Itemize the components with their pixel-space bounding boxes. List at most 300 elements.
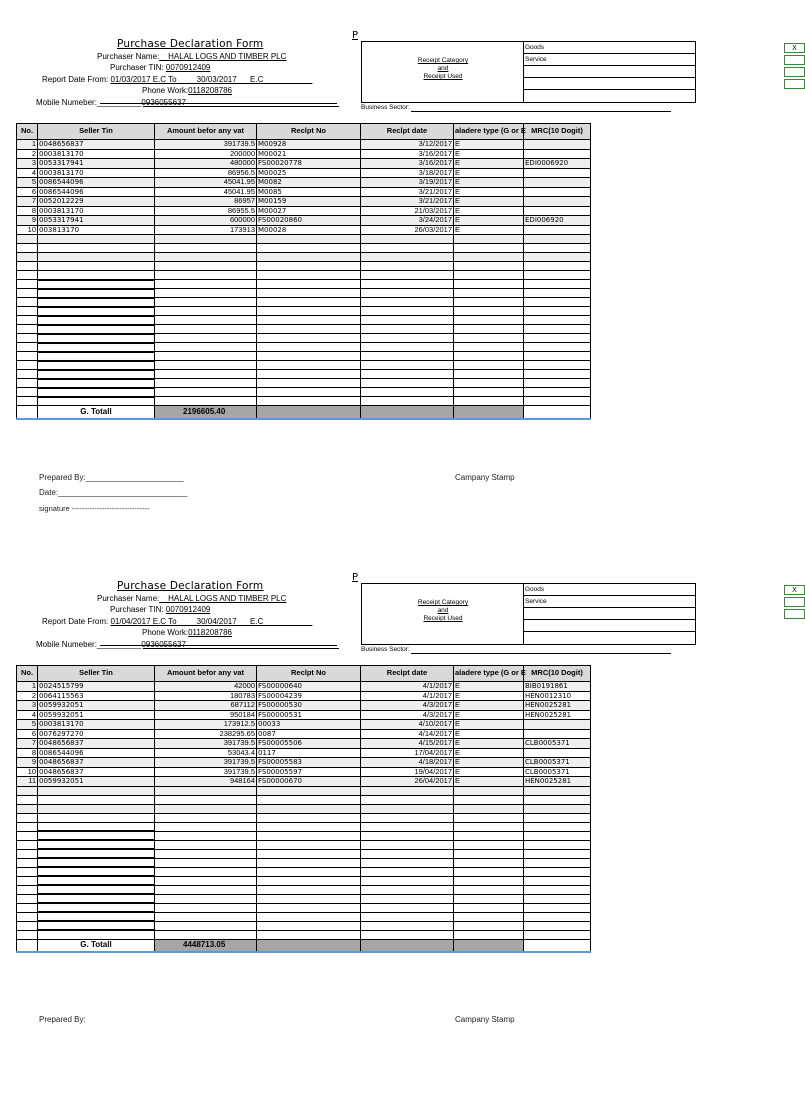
empty-cell[interactable] — [38, 885, 155, 894]
empty-cell[interactable] — [17, 289, 38, 298]
empty-cell[interactable] — [257, 921, 361, 930]
empty-cell[interactable] — [17, 280, 38, 289]
goods-checkbox[interactable]: X — [784, 43, 805, 53]
empty-cell[interactable] — [454, 876, 524, 885]
empty-cell[interactable] — [38, 316, 155, 325]
empty-cell[interactable] — [454, 370, 524, 379]
empty-cell[interactable] — [454, 253, 524, 262]
empty-cell[interactable] — [17, 876, 38, 885]
empty-cell[interactable] — [17, 921, 38, 930]
empty-cell[interactable] — [454, 930, 524, 939]
empty-cell[interactable] — [524, 307, 591, 316]
empty-cell[interactable] — [454, 840, 524, 849]
empty-cell[interactable] — [155, 352, 257, 361]
empty-cell[interactable] — [361, 858, 454, 867]
empty-cell[interactable] — [17, 831, 38, 840]
empty-cell[interactable] — [361, 325, 454, 334]
empty-cell[interactable] — [17, 316, 38, 325]
empty-cell[interactable] — [38, 867, 155, 876]
empty-cell[interactable] — [361, 397, 454, 406]
empty-cell[interactable] — [17, 397, 38, 406]
empty-cell[interactable] — [257, 334, 361, 343]
empty-cell[interactable] — [155, 912, 257, 921]
cell-seller-tin: 0059932051 — [38, 710, 155, 720]
empty-cell[interactable] — [257, 244, 361, 253]
empty-cell[interactable] — [155, 262, 257, 271]
empty-cell[interactable] — [257, 298, 361, 307]
col-amount: Amount befor any vat — [155, 124, 257, 140]
empty-cell[interactable] — [38, 912, 155, 921]
empty-cell[interactable] — [257, 352, 361, 361]
empty-cell[interactable] — [454, 316, 524, 325]
empty-cell[interactable] — [524, 271, 591, 280]
empty-cell[interactable] — [38, 831, 155, 840]
cell-no: 6 — [17, 729, 38, 739]
empty-cell[interactable] — [454, 298, 524, 307]
empty-cell[interactable] — [17, 795, 38, 804]
empty-cell[interactable] — [524, 903, 591, 912]
empty-cell[interactable] — [361, 361, 454, 370]
empty-cell[interactable] — [155, 894, 257, 903]
empty-cell[interactable] — [361, 930, 454, 939]
empty-cell[interactable] — [361, 298, 454, 307]
empty-cell[interactable] — [524, 235, 591, 244]
empty-cell[interactable] — [38, 289, 155, 298]
empty-cell[interactable] — [257, 235, 361, 244]
empty-cell[interactable] — [155, 280, 257, 289]
empty-cell[interactable] — [454, 912, 524, 921]
category-row-3 — [523, 66, 695, 78]
empty-cell[interactable] — [454, 858, 524, 867]
empty-cell[interactable] — [524, 334, 591, 343]
empty-cell[interactable] — [17, 361, 38, 370]
empty-cell[interactable] — [257, 858, 361, 867]
cell-mrc — [524, 197, 591, 207]
empty-cell[interactable] — [524, 397, 591, 406]
empty-cell[interactable] — [524, 867, 591, 876]
empty-cell[interactable] — [524, 280, 591, 289]
cell-amount: 45041.95 — [155, 187, 257, 197]
empty-cell[interactable] — [38, 795, 155, 804]
empty-cell[interactable] — [454, 921, 524, 930]
empty-cell[interactable] — [524, 786, 591, 795]
empty-cell[interactable] — [155, 867, 257, 876]
empty-cell[interactable] — [17, 930, 38, 939]
empty-cell[interactable] — [38, 804, 155, 813]
cell-type: E — [454, 758, 524, 768]
empty-cell[interactable] — [454, 280, 524, 289]
empty-cell[interactable] — [257, 361, 361, 370]
empty-cell[interactable] — [454, 786, 524, 795]
empty-cell[interactable] — [361, 786, 454, 795]
empty-cell[interactable] — [524, 885, 591, 894]
empty-cell[interactable] — [257, 370, 361, 379]
empty-cell[interactable] — [361, 912, 454, 921]
empty-cell[interactable] — [38, 244, 155, 253]
table-row — [17, 682, 591, 692]
empty-cell[interactable] — [155, 885, 257, 894]
empty-cell[interactable] — [524, 379, 591, 388]
empty-cell[interactable] — [361, 370, 454, 379]
empty-cell[interactable] — [257, 325, 361, 334]
cell-seller-tin: 0064115563 — [38, 691, 155, 701]
empty-cell[interactable] — [454, 804, 524, 813]
empty-cell[interactable] — [454, 822, 524, 831]
empty-cell[interactable] — [257, 388, 361, 397]
cell-receipt-date: 26/04/2017 — [361, 777, 454, 787]
empty-cell[interactable] — [155, 307, 257, 316]
empty-table-row — [17, 876, 591, 885]
empty-cell[interactable] — [155, 235, 257, 244]
empty-cell[interactable] — [17, 388, 38, 397]
report-date-value: 01/04/2017 E.C To ____30/04/2017___E.C___________ — [110, 617, 313, 626]
empty-cell[interactable] — [361, 307, 454, 316]
empty-cell[interactable] — [38, 271, 155, 280]
empty-cell[interactable] — [524, 325, 591, 334]
table-row — [17, 710, 591, 720]
empty-cell[interactable] — [361, 244, 454, 253]
empty-cell[interactable] — [17, 334, 38, 343]
empty-cell[interactable] — [155, 325, 257, 334]
empty-cell[interactable] — [155, 334, 257, 343]
goods-row — [523, 42, 797, 54]
empty-cell[interactable] — [524, 840, 591, 849]
empty-cell[interactable] — [524, 262, 591, 271]
empty-cell[interactable] — [17, 298, 38, 307]
cell-type: E — [454, 159, 524, 169]
empty-cell[interactable] — [257, 840, 361, 849]
empty-cell[interactable] — [155, 361, 257, 370]
empty-cell[interactable] — [17, 343, 38, 352]
empty-cell[interactable] — [17, 262, 38, 271]
empty-cell[interactable] — [257, 253, 361, 262]
empty-cell[interactable] — [257, 849, 361, 858]
empty-cell[interactable] — [38, 397, 155, 406]
empty-cell[interactable] — [454, 894, 524, 903]
cell-no: 10 — [17, 767, 38, 777]
empty-cell[interactable] — [361, 831, 454, 840]
empty-cell[interactable] — [17, 352, 38, 361]
empty-cell[interactable] — [17, 325, 38, 334]
empty-cell[interactable] — [361, 849, 454, 858]
empty-cell[interactable] — [454, 262, 524, 271]
empty-cell[interactable] — [454, 397, 524, 406]
empty-cell[interactable] — [361, 316, 454, 325]
phone-label: Phone Work: — [142, 628, 189, 637]
empty-cell[interactable] — [361, 822, 454, 831]
empty-cell[interactable] — [38, 813, 155, 822]
empty-cell[interactable] — [257, 894, 361, 903]
empty-cell[interactable] — [524, 804, 591, 813]
category-checkbox-3[interactable] — [784, 609, 805, 619]
empty-cell[interactable] — [17, 894, 38, 903]
empty-cell[interactable] — [257, 379, 361, 388]
cell-type: E — [454, 767, 524, 777]
empty-cell[interactable] — [155, 388, 257, 397]
empty-cell[interactable] — [524, 289, 591, 298]
empty-cell[interactable] — [257, 867, 361, 876]
empty-cell[interactable] — [361, 262, 454, 271]
empty-cell[interactable] — [38, 930, 155, 939]
empty-cell[interactable] — [361, 804, 454, 813]
cell-type: E — [454, 140, 524, 150]
empty-cell[interactable] — [38, 903, 155, 912]
prepared-by: Prepared By:______________________ — [39, 473, 184, 482]
empty-cell[interactable] — [257, 876, 361, 885]
empty-cell[interactable] — [454, 307, 524, 316]
empty-cell[interactable] — [454, 885, 524, 894]
empty-cell[interactable] — [454, 325, 524, 334]
empty-cell[interactable] — [454, 795, 524, 804]
empty-cell[interactable] — [155, 397, 257, 406]
empty-cell[interactable] — [361, 289, 454, 298]
empty-cell[interactable] — [361, 921, 454, 930]
table-row — [17, 197, 591, 207]
empty-cell[interactable] — [17, 912, 38, 921]
empty-cell[interactable] — [17, 244, 38, 253]
empty-cell[interactable] — [257, 912, 361, 921]
empty-cell[interactable] — [257, 831, 361, 840]
empty-cell[interactable] — [38, 388, 155, 397]
empty-cell[interactable] — [38, 280, 155, 289]
empty-cell[interactable] — [524, 813, 591, 822]
empty-cell[interactable] — [361, 795, 454, 804]
empty-cell[interactable] — [454, 813, 524, 822]
empty-cell[interactable] — [17, 379, 38, 388]
empty-cell[interactable] — [155, 858, 257, 867]
empty-cell[interactable] — [454, 849, 524, 858]
empty-cell[interactable] — [17, 370, 38, 379]
col-mrc: MRC(10 Dogit) — [524, 124, 591, 140]
empty-cell[interactable] — [361, 379, 454, 388]
empty-table-row — [17, 397, 591, 406]
empty-cell[interactable] — [524, 795, 591, 804]
empty-cell[interactable] — [17, 271, 38, 280]
empty-cell[interactable] — [257, 822, 361, 831]
empty-cell[interactable] — [155, 795, 257, 804]
cell-receipt-date: 4/1/2017 — [361, 682, 454, 692]
empty-cell[interactable] — [38, 253, 155, 262]
empty-cell[interactable] — [257, 795, 361, 804]
empty-cell[interactable] — [38, 894, 155, 903]
empty-table-row — [17, 334, 591, 343]
empty-cell[interactable] — [257, 786, 361, 795]
empty-cell[interactable] — [524, 253, 591, 262]
empty-cell[interactable] — [454, 289, 524, 298]
empty-cell[interactable] — [361, 388, 454, 397]
empty-cell[interactable] — [454, 343, 524, 352]
empty-cell[interactable] — [155, 822, 257, 831]
empty-cell[interactable] — [454, 244, 524, 253]
table-row — [17, 701, 591, 711]
signature-line: signature ------------------------------- — [39, 504, 150, 513]
empty-cell[interactable] — [17, 849, 38, 858]
empty-cell[interactable] — [524, 822, 591, 831]
empty-cell[interactable] — [38, 849, 155, 858]
col-receipt-date: Reclpt date — [361, 124, 454, 140]
empty-cell[interactable] — [257, 903, 361, 912]
empty-cell[interactable] — [155, 343, 257, 352]
empty-cell[interactable] — [454, 867, 524, 876]
cell-amount: 173912.5 — [155, 720, 257, 730]
empty-cell[interactable] — [17, 867, 38, 876]
empty-cell[interactable] — [38, 822, 155, 831]
empty-cell[interactable] — [155, 813, 257, 822]
empty-cell[interactable] — [17, 813, 38, 822]
empty-cell[interactable] — [361, 352, 454, 361]
empty-cell[interactable] — [155, 840, 257, 849]
empty-cell[interactable] — [454, 271, 524, 280]
empty-cell[interactable] — [155, 271, 257, 280]
empty-cell[interactable] — [38, 307, 155, 316]
empty-cell[interactable] — [155, 244, 257, 253]
empty-cell[interactable] — [17, 858, 38, 867]
empty-cell[interactable] — [257, 885, 361, 894]
empty-cell[interactable] — [257, 804, 361, 813]
empty-cell[interactable] — [155, 876, 257, 885]
empty-cell[interactable] — [155, 930, 257, 939]
empty-cell[interactable] — [257, 397, 361, 406]
empty-cell[interactable] — [361, 343, 454, 352]
empty-cell[interactable] — [17, 885, 38, 894]
empty-cell[interactable] — [155, 298, 257, 307]
empty-cell[interactable] — [17, 253, 38, 262]
empty-cell[interactable] — [38, 262, 155, 271]
empty-table-row — [17, 786, 591, 795]
empty-cell[interactable] — [524, 876, 591, 885]
empty-cell[interactable] — [524, 343, 591, 352]
empty-cell[interactable] — [38, 840, 155, 849]
empty-cell[interactable] — [38, 298, 155, 307]
empty-cell[interactable] — [17, 786, 38, 795]
empty-cell[interactable] — [257, 289, 361, 298]
cell-type: E — [454, 739, 524, 749]
empty-cell[interactable] — [361, 280, 454, 289]
empty-cell[interactable] — [524, 831, 591, 840]
empty-cell[interactable] — [454, 831, 524, 840]
empty-cell[interactable] — [361, 253, 454, 262]
cell-receipt-date: 4/15/2017 — [361, 739, 454, 749]
empty-cell[interactable] — [361, 271, 454, 280]
empty-cell[interactable] — [257, 307, 361, 316]
empty-cell[interactable] — [155, 804, 257, 813]
empty-cell[interactable] — [155, 370, 257, 379]
empty-cell[interactable] — [155, 831, 257, 840]
empty-cell[interactable] — [155, 786, 257, 795]
empty-cell[interactable] — [38, 352, 155, 361]
empty-cell[interactable] — [454, 235, 524, 244]
empty-cell[interactable] — [524, 370, 591, 379]
cell-mrc — [524, 187, 591, 197]
empty-cell[interactable] — [17, 307, 38, 316]
empty-cell[interactable] — [155, 316, 257, 325]
empty-cell[interactable] — [361, 235, 454, 244]
empty-cell[interactable] — [155, 921, 257, 930]
empty-cell[interactable] — [454, 903, 524, 912]
empty-cell[interactable] — [17, 822, 38, 831]
service-row — [523, 596, 695, 608]
empty-cell[interactable] — [155, 849, 257, 858]
empty-cell[interactable] — [38, 361, 155, 370]
empty-cell[interactable] — [38, 876, 155, 885]
empty-cell[interactable] — [17, 235, 38, 244]
empty-cell[interactable] — [524, 858, 591, 867]
empty-cell[interactable] — [454, 361, 524, 370]
empty-cell[interactable] — [17, 840, 38, 849]
empty-cell[interactable] — [38, 343, 155, 352]
empty-cell[interactable] — [361, 885, 454, 894]
empty-table-row — [17, 352, 591, 361]
empty-cell[interactable] — [38, 235, 155, 244]
empty-cell[interactable] — [38, 325, 155, 334]
empty-cell[interactable] — [38, 334, 155, 343]
empty-cell[interactable] — [361, 334, 454, 343]
empty-cell[interactable] — [524, 388, 591, 397]
empty-cell[interactable] — [257, 813, 361, 822]
empty-cell[interactable] — [524, 361, 591, 370]
empty-cell[interactable] — [454, 379, 524, 388]
empty-cell[interactable] — [257, 930, 361, 939]
empty-cell[interactable] — [361, 894, 454, 903]
empty-cell[interactable] — [524, 894, 591, 903]
purchaser-name-label: Purchaser Name: — [97, 52, 160, 61]
empty-cell[interactable] — [524, 244, 591, 253]
empty-cell[interactable] — [257, 262, 361, 271]
empty-cell[interactable] — [155, 903, 257, 912]
empty-cell[interactable] — [524, 298, 591, 307]
category-checkbox-4[interactable] — [784, 79, 805, 89]
empty-cell[interactable] — [38, 786, 155, 795]
empty-cell[interactable] — [155, 379, 257, 388]
empty-cell[interactable] — [257, 271, 361, 280]
empty-cell[interactable] — [17, 804, 38, 813]
empty-cell[interactable] — [524, 316, 591, 325]
empty-cell[interactable] — [524, 930, 591, 939]
service-checkbox[interactable] — [784, 55, 805, 65]
empty-cell[interactable] — [155, 253, 257, 262]
empty-cell[interactable] — [38, 379, 155, 388]
empty-cell[interactable] — [155, 289, 257, 298]
empty-cell[interactable] — [454, 388, 524, 397]
empty-cell[interactable] — [454, 334, 524, 343]
empty-table-row — [17, 894, 591, 903]
empty-cell[interactable] — [361, 813, 454, 822]
empty-table-row — [17, 831, 591, 840]
category-checkbox-3[interactable] — [784, 67, 805, 77]
empty-cell[interactable] — [361, 867, 454, 876]
service-checkbox[interactable] — [784, 597, 805, 607]
empty-cell[interactable] — [361, 840, 454, 849]
empty-cell[interactable] — [38, 370, 155, 379]
cell-receipt-date: 3/12/2017 — [361, 140, 454, 150]
goods-checkbox[interactable]: X — [784, 585, 805, 595]
empty-cell[interactable] — [454, 352, 524, 361]
empty-cell[interactable] — [524, 921, 591, 930]
empty-cell[interactable] — [17, 903, 38, 912]
empty-cell[interactable] — [524, 912, 591, 921]
cell-type: E — [454, 748, 524, 758]
empty-cell[interactable] — [361, 876, 454, 885]
empty-cell[interactable] — [38, 858, 155, 867]
col-receipt-no: Reclpt No — [257, 124, 361, 140]
empty-cell[interactable] — [361, 903, 454, 912]
empty-cell[interactable] — [524, 352, 591, 361]
empty-cell[interactable] — [38, 921, 155, 930]
empty-cell[interactable] — [257, 343, 361, 352]
empty-cell[interactable] — [524, 849, 591, 858]
empty-cell[interactable] — [257, 280, 361, 289]
empty-cell[interactable] — [257, 316, 361, 325]
